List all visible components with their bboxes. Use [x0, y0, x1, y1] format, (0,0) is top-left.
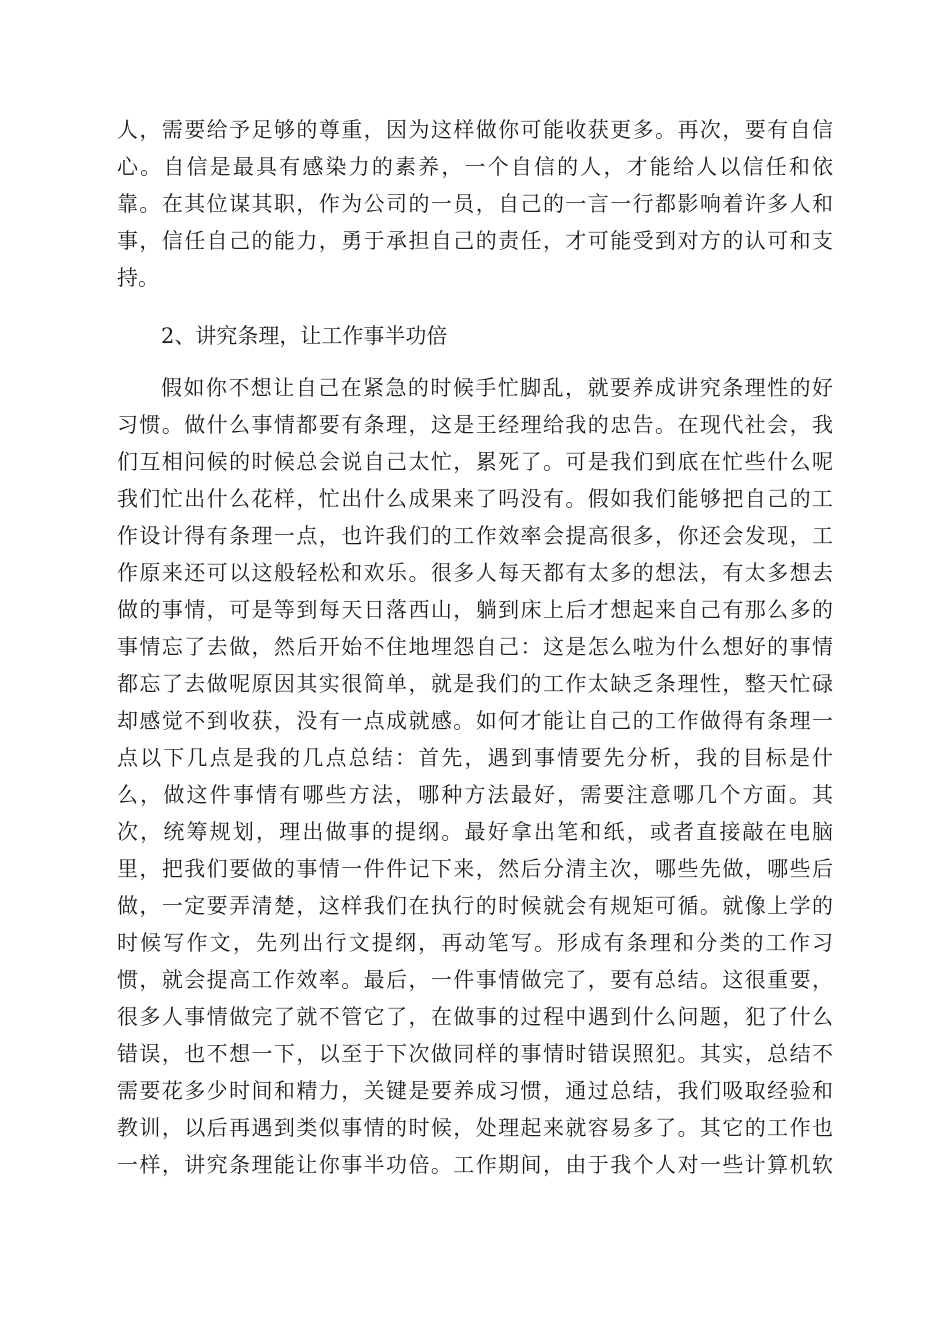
paragraph-line: 都忘了去做呢原因其实很简单，就是我们的工作太缺乏条理性，整天忙碌: [117, 672, 833, 696]
paragraph-line: 靠。在其位谋其职，作为公司的一员，自己的一言一行都影响着许多人和: [117, 192, 833, 216]
paragraph-line: 事情忘了去做，然后开始不住地埋怨自己：这是怎么啦为什么想好的事情: [117, 635, 833, 659]
paragraph-line: 惯，就会提高工作效率。最后，一件事情做完了，要有总结。这很重要，: [117, 968, 833, 992]
paragraph-line: 假如你不想让自己在紧急的时候手忙脚乱，就要养成讲究条理性的好: [161, 376, 833, 400]
paragraph-line: 做的事情，可是等到每天日落西山，躺到床上后才想起来自己有那么多的: [117, 598, 833, 622]
paragraph-line: 事，信任自己的能力，勇于承担自己的责任，才可能受到对方的认可和支: [117, 229, 833, 253]
paragraph-line: 持。: [117, 266, 159, 290]
section-heading: 2、讲究条理，让工作事半功倍: [161, 324, 448, 348]
paragraph-line: 一样，讲究条理能让你事半功倍。工作期间，由于我个人对一些计算机软: [117, 1153, 833, 1177]
paragraph-line: 作原来还可以这般轻松和欢乐。很多人每天都有太多的想法，有太多想去: [117, 561, 833, 585]
paragraph-line: 次，统筹规划，理出做事的提纲。最好拿出笔和纸，或者直接敲在电脑: [117, 820, 833, 844]
paragraph-line: 我们忙出什么花样，忙出什么成果来了吗没有。假如我们能够把自己的工: [117, 487, 833, 511]
paragraph-line: 人，需要给予足够的尊重，因为这样做你可能收获更多。再次，要有自信: [117, 118, 833, 142]
paragraph-line: 习惯。做什么事情都要有条理，这是王经理给我的忠告。在现代社会，我: [117, 413, 833, 437]
paragraph-line: 教训，以后再遇到类似事情的时候，处理起来就容易多了。其它的工作也: [117, 1116, 833, 1140]
paragraph-line: 很多人事情做完了就不管它了，在做事的过程中遇到什么问题，犯了什么: [117, 1005, 833, 1029]
paragraph-line: 作设计得有条理一点，也许我们的工作效率会提高很多，你还会发现，工: [117, 524, 833, 548]
paragraph-line: 心。自信是最具有感染力的素养，一个自信的人，才能给人以信任和依: [117, 155, 833, 179]
paragraph-line: 需要花多少时间和精力，关键是要养成习惯，通过总结，我们吸取经验和: [117, 1079, 833, 1103]
paragraph-line: 做，一定要弄清楚，这样我们在执行的时候就会有规矩可循。就像上学的: [117, 894, 833, 918]
paragraph-line: 时候写作文，先列出行文提纲，再动笔写。形成有条理和分类的工作习: [117, 931, 833, 955]
paragraph-line: 错误，也不想一下，以至于下次做同样的事情时错误照犯。其实，总结不: [117, 1042, 833, 1066]
paragraph-line: 里，把我们要做的事情一件件记下来，然后分清主次，哪些先做，哪些后: [117, 857, 833, 881]
paragraph-line: 却感觉不到收获，没有一点成就感。如何才能让自己的工作做得有条理一: [117, 709, 833, 733]
paragraph-line: 么，做这件事情有哪些方法，哪种方法最好，需要注意哪几个方面。其: [117, 783, 833, 807]
paragraph-line: 们互相问候的时候总会说自己太忙，累死了。可是我们到底在忙些什么呢: [117, 450, 833, 474]
paragraph-line: 点以下几点是我的几点总结：首先，遇到事情要先分析，我的目标是什: [117, 746, 833, 770]
